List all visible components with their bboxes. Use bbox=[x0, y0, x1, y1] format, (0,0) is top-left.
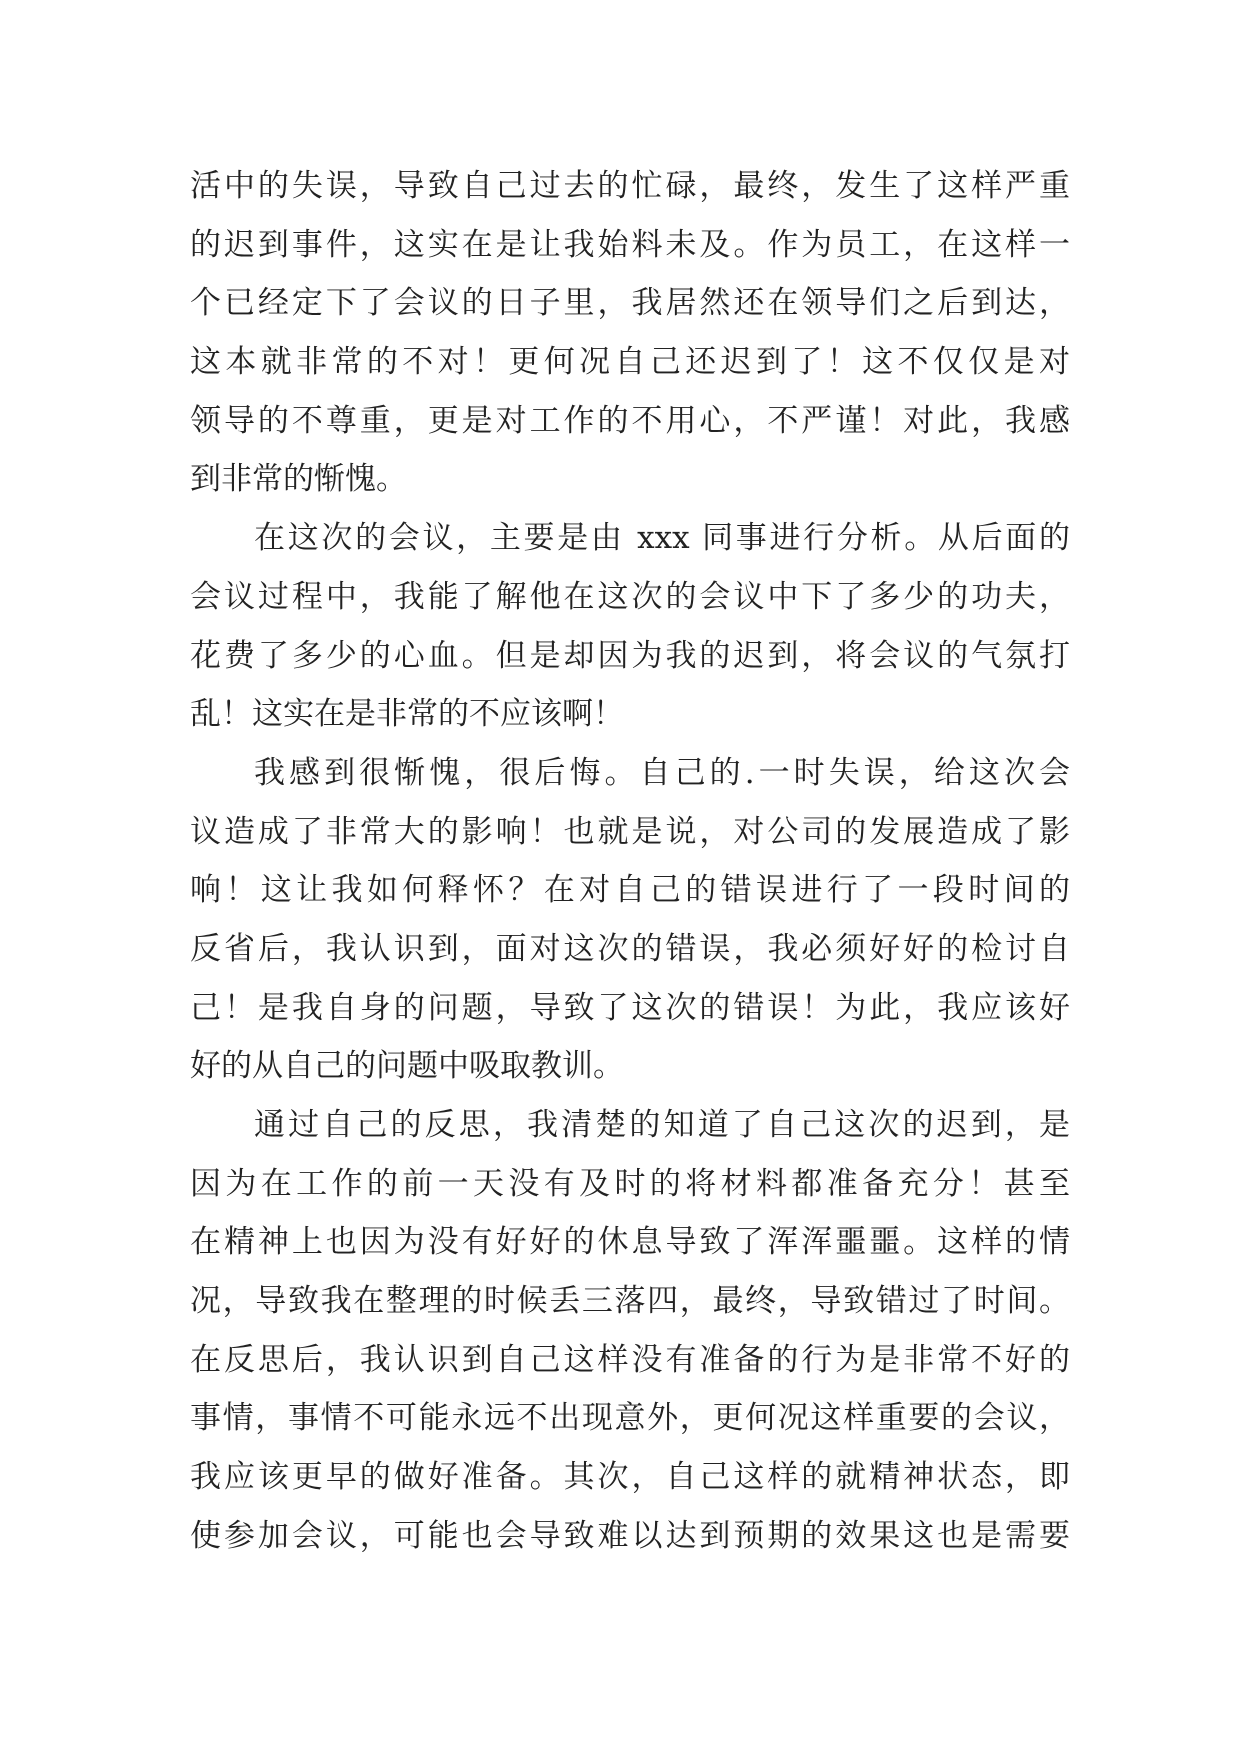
paragraph-1-line-3: 个已经定下了会议的日子里，我居然还在领导们之后到达， bbox=[190, 285, 1070, 322]
paragraph-2-line-1: 在这次的会议，主要是由 xxx 同事进行分析。从后面的 bbox=[254, 520, 1070, 557]
paragraph-4-line-2: 因为在工作的前一天没有及时的将材料都准备充分！甚至 bbox=[190, 1165, 1070, 1202]
paragraph-2-line-2: 会议过程中，我能了解他在这次的会议中下了多少的功夫， bbox=[190, 578, 1070, 615]
paragraph-4-line-8: 使参加会议，可能也会导致难以达到预期的效果这也是需要 bbox=[190, 1517, 1070, 1554]
paragraph-2-line-4: 乱！这实在是非常的不应该啊！ bbox=[190, 696, 624, 733]
paragraph-3-line-2: 议造成了非常大的影响！也就是说，对公司的发展造成了影 bbox=[190, 813, 1070, 850]
paragraph-2-line-3: 花费了多少的心血。但是却因为我的迟到，将会议的气氛打 bbox=[190, 637, 1070, 674]
paragraph-1-line-5: 领导的不尊重，更是对工作的不用心，不严谨！对此，我感 bbox=[190, 402, 1070, 439]
paragraph-1-line-2: 的迟到事件，这实在是让我始料未及。作为员工，在这样一 bbox=[190, 226, 1070, 263]
paragraph-3-line-3: 响！这让我如何释怀？在对自己的错误进行了一段时间的 bbox=[190, 872, 1070, 909]
paragraph-4-line-4: 况，导致我在整理的时候丢三落四，最终，导致错过了时间。 bbox=[190, 1283, 1070, 1320]
paragraph-4-line-5: 在反思后，我认识到自己这样没有准备的行为是非常不好的 bbox=[190, 1341, 1070, 1378]
paragraph-4-line-1: 通过自己的反思，我清楚的知道了自己这次的迟到，是 bbox=[254, 1107, 1070, 1143]
paragraph-1-line-1: 活中的失误，导致自己过去的忙碌，最终，发生了这样严重 bbox=[190, 168, 1070, 204]
paragraph-3-line-5: 己！是我自身的问题，导致了这次的错误！为此，我应该好 bbox=[190, 989, 1070, 1026]
document-body bbox=[190, 157, 1070, 1566]
paragraph-4-line-7: 我应该更早的做好准备。其次，自己这样的就精神状态，即 bbox=[190, 1459, 1070, 1496]
paragraph-1-line-6: 到非常的惭愧。 bbox=[190, 461, 407, 498]
paragraph-3-line-6: 好的从自己的问题中吸取教训。 bbox=[190, 1048, 624, 1085]
paragraph-4-line-6: 事情，事情不可能永远不出现意外，更何况这样重要的会议， bbox=[190, 1400, 1070, 1437]
paragraph-3-line-1: 我感到很惭愧，很后悔。自己的.一时失误，给这次会 bbox=[254, 754, 1070, 791]
paragraph-1-line-4: 这本就非常的不对！更何况自己还迟到了！这不仅仅是对 bbox=[190, 344, 1070, 381]
paragraph-3-line-4: 反省后，我认识到，面对这次的错误，我必须好好的检讨自 bbox=[190, 930, 1070, 967]
paragraph-4-line-3: 在精神上也因为没有好好的休息导致了浑浑噩噩。这样的情 bbox=[190, 1224, 1070, 1261]
